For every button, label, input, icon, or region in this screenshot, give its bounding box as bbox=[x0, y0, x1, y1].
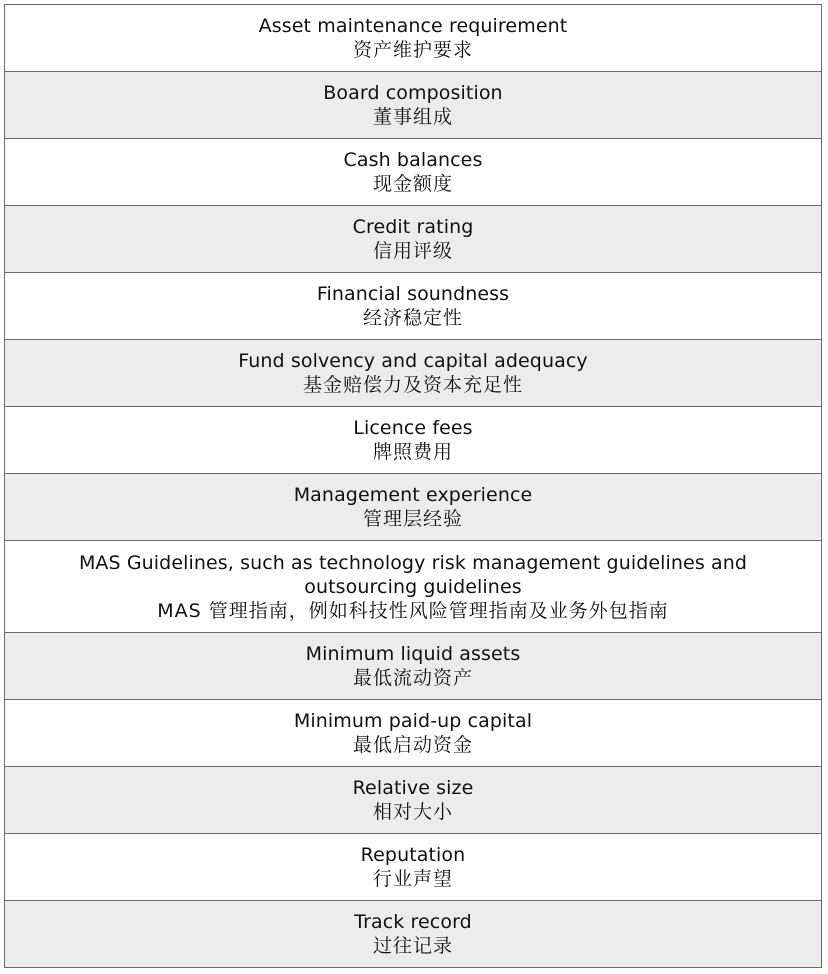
table-row bbox=[5, 901, 821, 968]
criterion-chinese: 资产维护要求 bbox=[352, 39, 473, 61]
table-row bbox=[5, 5, 821, 72]
table-row bbox=[5, 700, 821, 767]
criterion-chinese: 董事组成 bbox=[372, 106, 453, 128]
table-row bbox=[5, 273, 821, 340]
criterion-english: Board composition bbox=[323, 82, 503, 104]
criterion-chinese: 最低启动资金 bbox=[352, 734, 473, 756]
table-row bbox=[5, 340, 821, 407]
criterion-chinese: 现金额度 bbox=[372, 173, 453, 195]
criterion-chinese: 过往记录 bbox=[372, 935, 453, 957]
criterion-english: MAS Guidelines, such as technology risk management guidelines and outsourcing guidelines bbox=[78, 551, 748, 598]
criterion-chinese: 经济稳定性 bbox=[362, 307, 463, 329]
criterion-english: Track record bbox=[354, 911, 472, 933]
table-row bbox=[5, 407, 821, 474]
criterion-english: Fund solvency and capital adequacy bbox=[238, 350, 588, 372]
criterion-english: Relative size bbox=[352, 777, 474, 799]
criterion-english: Management experience bbox=[293, 484, 533, 506]
criterion-chinese: 基金赔偿力及资本充足性 bbox=[302, 374, 523, 396]
criterion-chinese: 信用评级 bbox=[372, 240, 453, 262]
table-row bbox=[5, 541, 821, 633]
criteria-table bbox=[4, 4, 822, 968]
criterion-english: Cash balances bbox=[343, 149, 483, 171]
table-row bbox=[5, 633, 821, 700]
criterion-chinese: 相对大小 bbox=[372, 801, 453, 823]
criterion-chinese: 牌照费用 bbox=[372, 441, 453, 463]
criterion-chinese: 行业声望 bbox=[372, 868, 453, 890]
criterion-chinese: 最低流动资产 bbox=[352, 667, 473, 689]
criterion-english: Reputation bbox=[360, 844, 466, 866]
table-row bbox=[5, 474, 821, 541]
table-row bbox=[5, 834, 821, 901]
criterion-english: Credit rating bbox=[352, 216, 474, 238]
criterion-english: Financial soundness bbox=[316, 283, 510, 305]
criterion-english: Licence fees bbox=[353, 417, 473, 439]
criterion-english: Asset maintenance requirement bbox=[258, 15, 568, 37]
table-row bbox=[5, 139, 821, 206]
criterion-chinese: 管理层经验 bbox=[362, 508, 463, 530]
criterion-english: Minimum paid-up capital bbox=[293, 710, 533, 732]
table-row bbox=[5, 72, 821, 139]
table-row bbox=[5, 767, 821, 834]
criterion-english: Minimum liquid assets bbox=[305, 643, 521, 665]
criterion-chinese: MAS 管理指南，例如科技性风险管理指南及业务外包指南 bbox=[157, 599, 669, 622]
table-row bbox=[5, 206, 821, 273]
